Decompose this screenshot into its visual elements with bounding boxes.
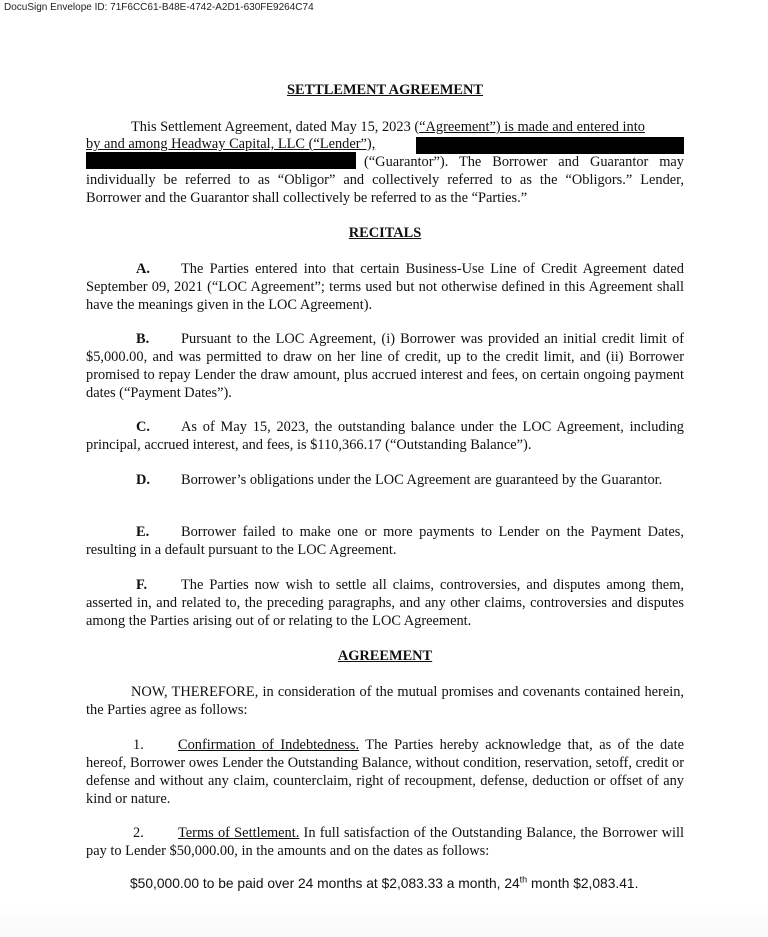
page-bottom-shadow [0, 907, 768, 937]
intro-lender-text: by and among Headway Capital, LLC (“Lender”), [86, 136, 376, 152]
recital-letter: B. [136, 331, 150, 347]
intro-line-1-text: This Settlement Agreement, dated May 15, 2023 ( [131, 119, 420, 135]
recital-text: Pursuant to the LOC Agreement, (i) Borrower was provided an initial credit limit of $5,000.00, and was permitted to draw on her line of credit, up to the credit limit, and (ii) Borrower promised to repay Lender the draw amount, plus accrued interest and fees, on certain ongoing payment dates (“Payment Dates”). [86, 331, 684, 401]
recital-text: Borrower’s obligations under the LOC Agreement are guaranteed by the Guarantor. [181, 472, 663, 488]
recital-letter: C. [136, 419, 150, 435]
intro-line-4: individually be referred to as “Obligor” and collectively referred to as the “Obligors.” Lender, [86, 172, 684, 188]
intro-line-3: (“Guarantor”). The Borrower and Guarantor may [364, 154, 684, 170]
payment-line-text: $50,000.00 to be paid over 24 months at $2,083.33 a month, 24 [130, 876, 520, 891]
agreement-intro: NOW, THEREFORE, in consideration of the mutual promises and covenants contained herein, the Parties agree as follows: [86, 684, 684, 718]
intro-agreement-term: “Agreement”) is made and entered into [419, 119, 645, 135]
payment-schedule-line [130, 876, 638, 891]
recital-d [86, 471, 684, 489]
section-text: In full satisfaction of the Outstanding Balance, the Borrower will pay to Lender $50,000.00, in the amounts and on the dates as follows: [86, 825, 684, 859]
section-number: 2. [133, 825, 144, 841]
section-title: Terms of Settlement. [178, 825, 300, 841]
payment-line-superscript: th [519, 874, 528, 885]
section-2 [86, 824, 684, 860]
recital-f [86, 576, 684, 630]
document-title: SETTLEMENT AGREEMENT [286, 82, 484, 98]
agreement-heading: AGREEMENT [337, 648, 433, 664]
payment-line-text-end: month $2,083.41. [527, 876, 639, 891]
section-title: Confirmation of Indebtedness. [178, 737, 360, 753]
recital-text: The Parties entered into that certain Business-Use Line of Credit Agreement dated September 09, 2021 (“LOC Agreement”; terms used but not otherwise defined in this Agreement shall have the meanings given in the LOC Agreement). [86, 261, 684, 313]
section-text: The Parties hereby acknowledge that, as of the date hereof, Borrower owes Lender the Outstanding Balance, without condition, reservation, setoff, credit or defense and without any claim, counterclaim, right of recoupment, defense, deduction or offset of any kind or nature. [86, 737, 684, 807]
recital-a [86, 260, 684, 314]
recital-e [86, 523, 684, 559]
recital-letter: A. [136, 261, 150, 277]
redaction-bar [416, 137, 684, 154]
recital-letter: D. [136, 472, 150, 488]
recital-letter: F. [136, 577, 148, 593]
recital-b [86, 330, 684, 402]
intro-line-5: Borrower and the Guarantor shall collectively be referred to as the “Parties.” [86, 190, 528, 206]
recital-text: The Parties now wish to settle all claims, controversies, and disputes among them, asserted in, and related to, the preceding paragraphs, and any other claims, controversies and disputes among the Parties arising out of or relating to the LOC Agreement. [86, 577, 684, 629]
section-number: 1. [133, 737, 144, 753]
recital-text: As of May 15, 2023, the outstanding balance under the LOC Agreement, including principal, accrued interest, and fees, is $110,366.17 (“Outstanding Balance”). [86, 419, 684, 453]
intro-line-1 [86, 118, 684, 136]
redaction-bar [86, 152, 356, 169]
recital-letter: E. [136, 524, 150, 540]
recital-c [86, 418, 684, 454]
recitals-heading: RECITALS [348, 225, 422, 241]
recital-text: Borrower failed to make one or more payments to Lender on the Payment Dates, resulting in a default pursuant to the LOC Agreement. [86, 524, 684, 558]
docusign-envelope-id: DocuSign Envelope ID: 71F6CC61-B48E-4742-A2D1-630FE9264C74 [4, 2, 314, 13]
section-1 [86, 736, 684, 808]
